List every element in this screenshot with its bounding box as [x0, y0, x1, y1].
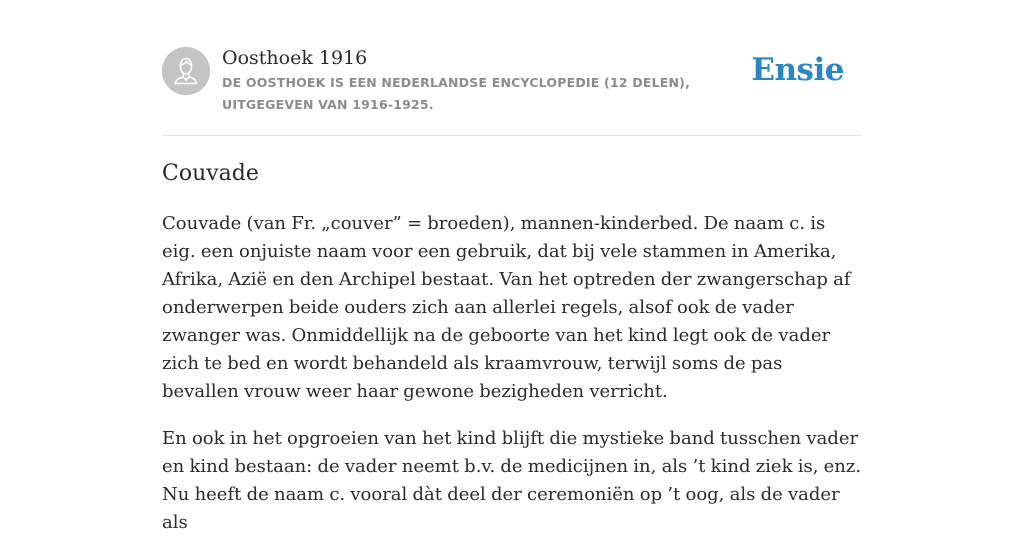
brand-logo[interactable]: Ensie — [751, 52, 844, 88]
article — [162, 156, 862, 556]
source-description: DE OOSTHOEK IS EEN NEDERLANDSE ENCYCLOPEDIE (12 DELEN), UITGEGEVEN VAN 1916-1925. — [222, 75, 691, 112]
article-title: Couvade — [162, 161, 259, 186]
article-paragraph: Couvade (van Fr. „couver” = broeden), mannen-kinderbed. De naam c. is eig. een onjuiste naam voor een gebruik, dat bij vele stammen in Amerika, Afrika, Azië en den Archipel bestaat. Van het optreden der zwangerschap af onderwerpen beide ouders zich aan allerlei regels, alsof ook de vader zwanger was. Onmiddellijk na de geboorte van het kind legt ook de vader zich te bed en wordt behandeld als kraamvrouw, terwijl soms de pas bevallen vrouw weer haar gewone bezigheden verricht. — [162, 213, 851, 402]
article-paragraph: En ook in het opgroeien van het kind blijft die mystieke band tusschen vader en kind bestaan: de vader neemt b.v. de medicijnen in, als ’t kind ziek is, enz. Nu heeft de naam c. vooral dàt deel der ceremoniën op ’t oog, als de vader als — [162, 428, 862, 533]
avatar[interactable] — [162, 47, 210, 95]
user-icon — [162, 47, 210, 95]
source-header — [162, 40, 862, 136]
source-title[interactable]: Oosthoek 1916 — [222, 47, 368, 69]
